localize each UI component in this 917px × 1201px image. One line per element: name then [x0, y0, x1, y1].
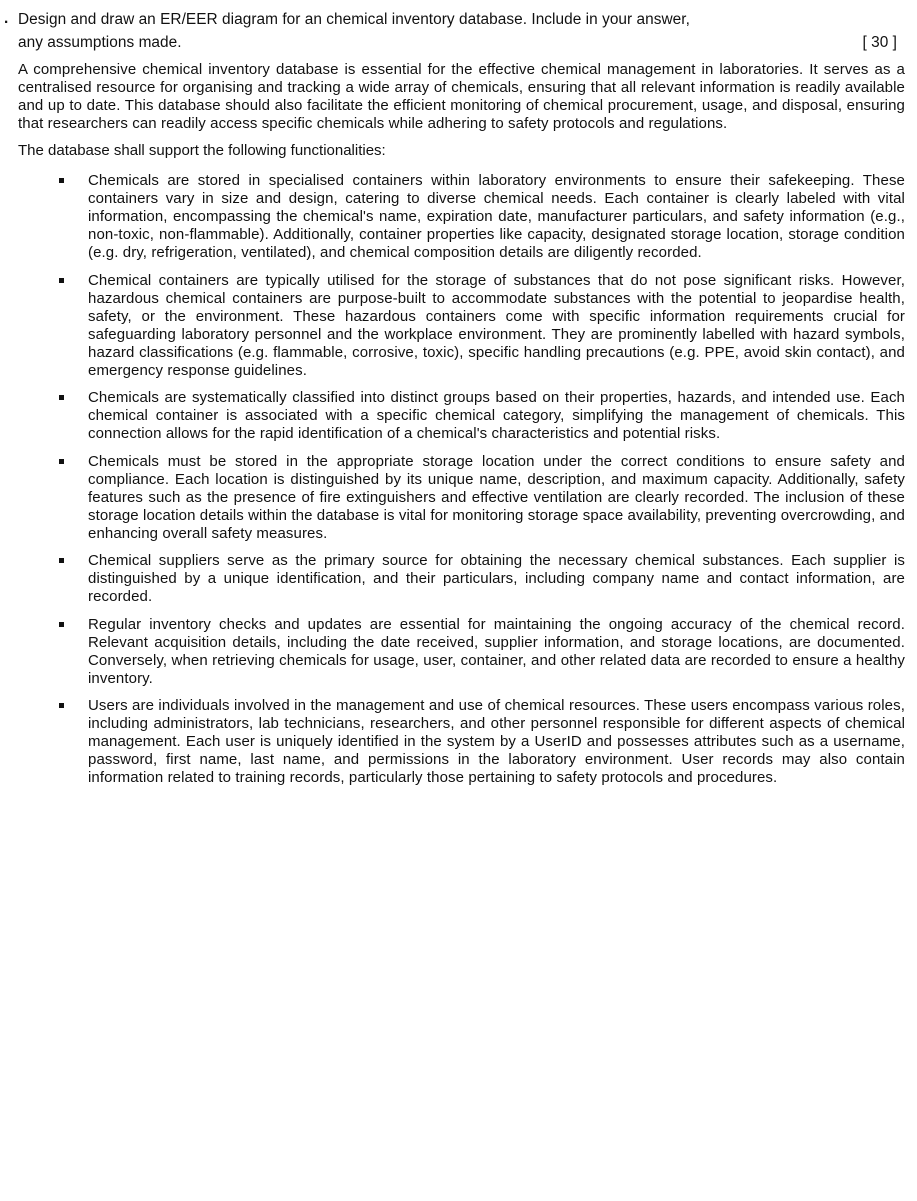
bullet-square-icon — [59, 395, 64, 400]
functionalities-list — [18, 172, 905, 787]
list-item-text: Chemicals are systematically classified into distinct groups based on their properties, hazards, and intended use. Each chemical container is associated with a specific chemical category, simplifying the management of chemicals. This connection allows for the rapid identification of a chemical's characteristics and potential risks. — [88, 389, 905, 442]
bullet-square-icon — [59, 558, 64, 563]
question-header — [4, 8, 905, 54]
question-line-2-row — [18, 31, 905, 54]
list-item — [18, 453, 905, 543]
bullet-square-icon — [59, 178, 64, 183]
bullet-square-icon — [59, 278, 64, 283]
question-marks: [ 30 ] — [862, 34, 897, 51]
list-item-text: Chemicals are stored in specialised containers within laboratory environments to ensure their safekeeping. These containers vary in size and design, catering to diverse chemical needs. Each container is clearly labeled with vital information, encompassing the chemical's name, expiration date, manufacturer particulars, and safety information (e.g., non-toxic, non-flammable). Additionally, container properties like capacity, designated storage location, storage condition (e.g. dry, refrigeration, ventilated), and chemical composition details are diligently recorded. — [88, 172, 905, 261]
bullet-square-icon — [59, 459, 64, 464]
list-item — [18, 172, 905, 262]
list-item — [18, 272, 905, 380]
list-item — [18, 616, 905, 688]
list-item-text: Chemicals must be stored in the appropriate storage location under the correct conditions to ensure safety and compliance. Each location is distinguished by its unique name, description, and maximum capacity. Additionally, safety features such as the presence of fire extinguishers and effective ventilation are clearly recorded. The inclusion of these storage location details within the database is vital for monitoring storage space availability, preventing overcrowding, and enhancing overall safety measures. — [88, 452, 905, 542]
question-bullet: . — [4, 10, 9, 27]
bullet-square-icon — [59, 703, 64, 708]
bullet-square-icon — [59, 622, 64, 627]
question-line-2: any assumptions made. — [18, 34, 182, 51]
list-item — [18, 697, 905, 787]
list-item — [18, 552, 905, 606]
functionalities-lead: The database shall support the following functionalities: — [18, 142, 386, 159]
list-item — [18, 389, 905, 443]
list-item-text: Chemical containers are typically utilised for the storage of substances that do not pose significant risks. However, hazardous chemical containers are purpose-built to accommodate substances with the potential to jeopardise health, safety, or the environment. These hazardous containers come with specific information requirements crucial for safeguarding laboratory personnel and the workplace environment. They are prominently labelled with hazard symbols, hazard classifications (e.g. flammable, corrosive, toxic), specific handling precautions (e.g. PPE, avoid skin contact), and emergency response guidelines. — [88, 271, 905, 379]
intro-paragraph: A comprehensive chemical inventory database is essential for the effective chemical management in laboratories. It serves as a centralised resource for organising and tracking a wide array of chemicals, ensuring that all relevant information is readily available and up to date. This database should also facilitate the efficient monitoring of chemical procurement, usage, and disposal, ensuring that researchers can readily access specific chemicals while adhering to safety protocols and regulations. — [18, 61, 905, 132]
list-item-text: Users are individuals involved in the management and use of chemical resources. These users encompass various roles, including administrators, lab technicians, researchers, and other personnel responsible for different aspects of chemical management. Each user is uniquely identified in the system by a UserID and possesses attributes such as a username, password, first name, last name, and permissions in the laboratory environment. User records may also contain information related to training records, particularly those pertaining to safety protocols and procedures. — [88, 697, 905, 786]
list-item-text: Regular inventory checks and updates are essential for maintaining the ongoing accuracy of the chemical record. Relevant acquisition details, including the date received, supplier information, and storage locations, are documented. Conversely, when retrieving chemicals for usage, user, container, and other related data are recorded to ensure a healthy inventory. — [88, 615, 905, 687]
question-line-1: Design and draw an ER/EER diagram for an chemical inventory database. Include in your answer, — [18, 11, 690, 28]
list-item-text: Chemical suppliers serve as the primary source for obtaining the necessary chemical substances. Each supplier is distinguished by a unique identification, and their particulars, including company name and contact information, are recorded. — [88, 552, 905, 605]
